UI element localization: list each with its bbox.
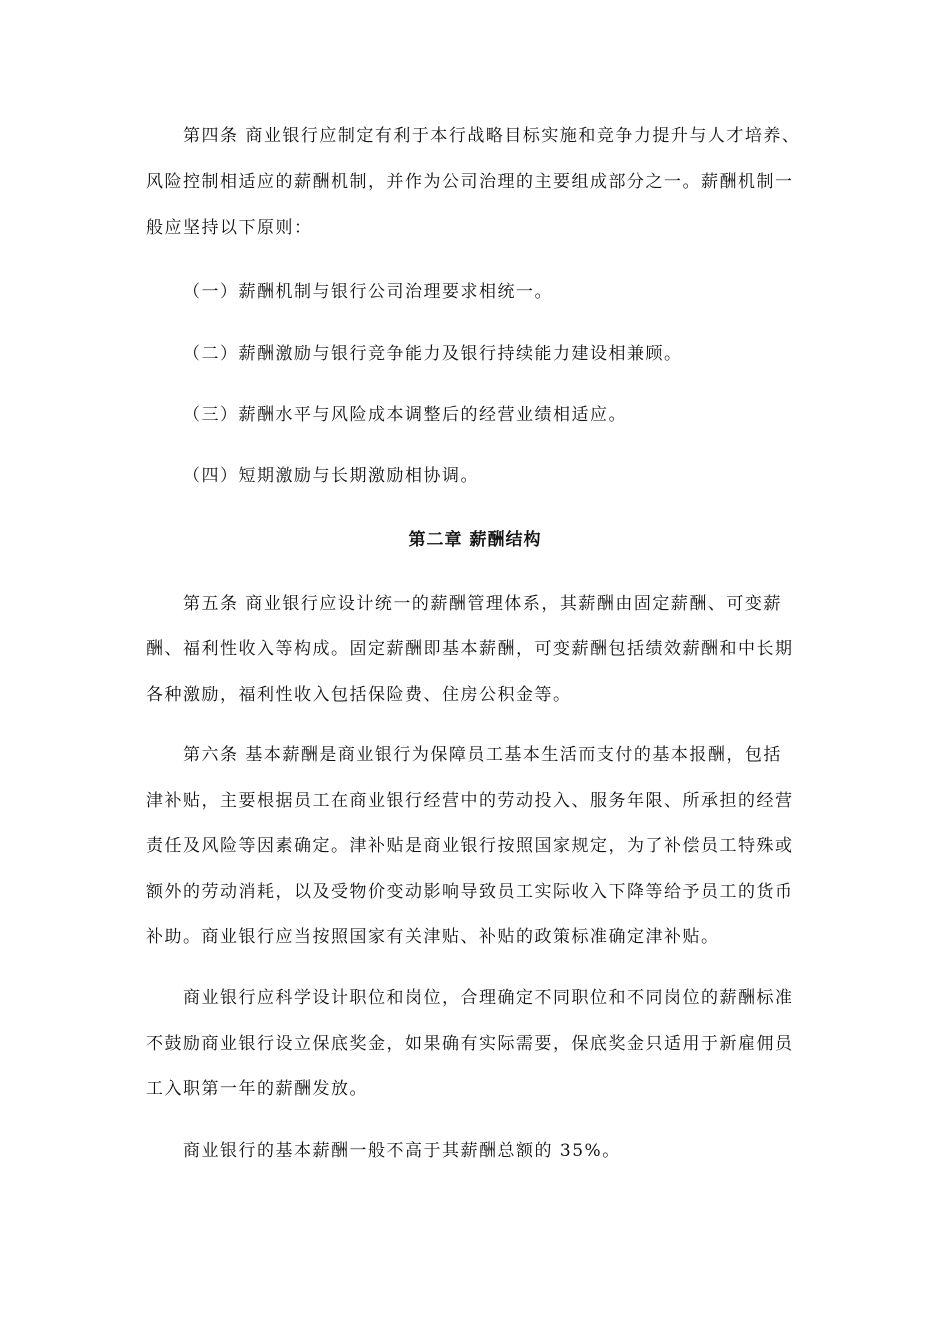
article-4-line-1: 第四条 商业银行应制定有利于本行战略目标实施和竞争力提升与人才培养、	[183, 126, 801, 146]
article-5-line-3: 各种激励，福利性收入包括保险费、住房公积金等。	[146, 685, 572, 705]
principle-4: （四）短期激励与长期激励相协调。	[183, 466, 479, 486]
article-6-line-1: 第六条 基本薪酬是商业银行为保障员工基本生活而支付的基本报酬，包括	[183, 745, 782, 765]
article-5-line-1: 第五条 商业银行应设计统一的薪酬管理体系，其薪酬由固定薪酬、可变薪	[183, 594, 782, 614]
article-4-line-2: 风险控制相适应的薪酬机制，并作为公司治理的主要组成部分之一。薪酬机制一	[146, 172, 794, 192]
ratio-para: 商业银行的基本薪酬一般不高于其薪酬总额的 35%。	[183, 1141, 621, 1161]
principle-1: （一）薪酬机制与银行公司治理要求相统一。	[183, 282, 553, 302]
positions-para-line-1: 商业银行应科学设计职位和岗位，合理确定不同职位和不同岗位的薪酬标准	[183, 988, 794, 1008]
article-6-line-2: 津补贴，主要根据员工在商业银行经营中的劳动投入、服务年限、所承担的经营	[146, 791, 794, 811]
chapter-2-title: 第二章 薪酬结构	[408, 530, 542, 550]
principle-2: （二）薪酬激励与银行竞争能力及银行持续能力建设相兼顾。	[183, 344, 683, 364]
article-6-line-5: 补助。商业银行应当按照国家有关津贴、补贴的政策标准确定津补贴。	[146, 927, 720, 947]
positions-para-line-3: 工入职第一年的薪酬发放。	[146, 1079, 368, 1099]
article-5-line-2: 酬、福利性收入等构成。固定薪酬即基本薪酬，可变薪酬包括绩效薪酬和中长期	[146, 639, 794, 659]
article-4-line-3: 般应坚持以下原则：	[146, 218, 313, 238]
positions-para-line-2: 不鼓励商业银行设立保底奖金，如果确有实际需要，保底奖金只适用于新雇佣员	[146, 1034, 794, 1054]
article-6-line-4: 额外的劳动消耗，以及受物价变动影响导致员工实际收入下降等给予员工的货币	[146, 882, 794, 902]
article-6-line-3: 责任及风险等因素确定。津补贴是商业银行按照国家规定，为了补偿员工特殊或	[146, 836, 794, 856]
principle-3: （三）薪酬水平与风险成本调整后的经营业绩相适应。	[183, 405, 627, 425]
